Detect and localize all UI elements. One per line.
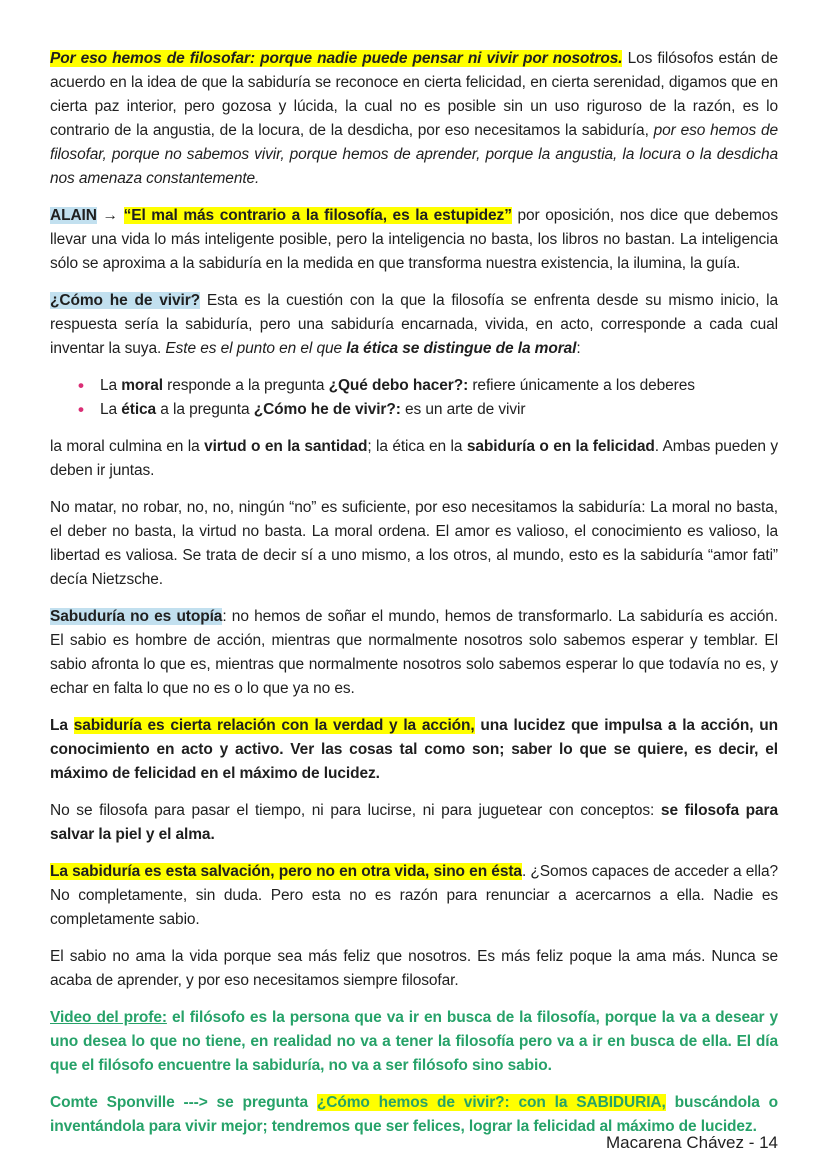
text-run: Por eso hemos de filosofar: porque nadie puede pensar ni vivir por nosotros. bbox=[50, 50, 623, 67]
text-run: ; la ética en la bbox=[367, 438, 467, 455]
text-run: : no hemos de soñar el mundo, hemos de transformarlo. La sabiduría es acción. El sabio es hombre de acción, mientras que normalmente nosotros solo sabemos esperar y temblar. El sabio afronta lo que es, mientras que normalmente nosotros solo sabemos esperar lo que todavía no es, y echar en falta lo que no es o lo que ya no es. bbox=[50, 608, 778, 697]
document-body bbox=[50, 47, 778, 1139]
text-run: responde a la pregunta bbox=[162, 377, 329, 394]
text-run: No se filosofa para pasar el tiempo, ni para lucirse, ni para juguetear con conceptos: bbox=[50, 802, 661, 819]
bullet-list bbox=[50, 374, 778, 422]
paragraph bbox=[50, 860, 778, 932]
text-run: → bbox=[96, 207, 124, 224]
text-run: refiere únicamente a los deberes bbox=[468, 377, 695, 394]
bullet-item bbox=[78, 374, 778, 398]
text-run: ¿Cómo hemos de vivir?: con la SABIDURIA, bbox=[316, 1094, 666, 1111]
text-run: ética bbox=[121, 401, 157, 418]
text-run: La bbox=[50, 717, 74, 734]
text-run: . Ambas pueden y deben ir juntas. bbox=[50, 438, 779, 479]
text-run: ¿Cómo he de vivir?: bbox=[253, 401, 401, 418]
text-run: buscándola o inventándola para vivir mejor; tendremos que ser felices, lograr la felicidad al máximo de lucidez. bbox=[50, 1094, 778, 1135]
text-run: No matar, no robar, no, no, ningún “no” es suficiente, por eso necesitamos la sabiduría: La moral no basta, el deber no basta, la virtud no basta. La moral ordena. El amor es valioso, el conocimiento es valioso, la libertad es valiosa. Se trata de decir sí a uno mismo, a los otros, al mundo, esto es la sabiduría “amor fati” decía Nietzsche. bbox=[50, 499, 778, 588]
page-footer: Macarena Chávez - 14 bbox=[606, 1133, 778, 1152]
text-run: por eso hemos de filosofar, porque no sabemos vivir, porque hemos de aprender, porque la angustia, la locura o la desdicha nos amenaza constantemente. bbox=[50, 122, 778, 187]
text-run: la moral culmina en la bbox=[50, 438, 205, 455]
text-run: Comte Sponville ---> se pregunta bbox=[50, 1094, 317, 1111]
text-run: la ética se distingue de la moral bbox=[346, 340, 577, 357]
text-run: por oposición, nos dice que debemos llevar una vida lo más inteligente posible, pero la inteligencia no basta, los libros no bastan. La inteligencia sólo se aproxima a la sabiduría en la medida en que transforma nuestra existencia, la ilumina, la guía. bbox=[50, 207, 778, 272]
paragraph bbox=[50, 605, 778, 701]
text-run: a la pregunta bbox=[156, 401, 254, 418]
text-run: Sabuduría no es utopía bbox=[50, 608, 223, 625]
text-run: La bbox=[100, 377, 122, 394]
text-run: ¿Cómo he de vivir? bbox=[50, 292, 201, 309]
text-run: virtud o en la santidad bbox=[204, 438, 368, 455]
paragraph bbox=[50, 945, 778, 993]
text-run: sabiduría es cierta relación con la verdad y la acción, bbox=[73, 717, 475, 734]
text-run: el filósofo es la persona que va ir en busca de la filosofía, porque la va a desear y uno desea lo que no tiene, en realidad no va a tener la filosofía pero va a ir en busca de ella. El día que el filósofo encuentre la sabiduría, no va a ser filósofo sino sabio. bbox=[50, 1009, 779, 1074]
paragraph bbox=[50, 496, 778, 592]
text-run: . ¿Somos capaces de acceder a ella? No completamente, sin duda. Pero esta no es razón para renunciar a acercarnos a ella. Nadie es completamente sabio. bbox=[50, 863, 778, 928]
text-run: ¿Qué debo hacer?: bbox=[328, 377, 469, 394]
text-run: El sabio no ama la vida porque sea más feliz que nosotros. Es más feliz poque la ama más. Nunca se acaba de aprender, y por eso necesitamos siempre filosofar. bbox=[50, 948, 778, 989]
text-run: moral bbox=[121, 377, 163, 394]
paragraph bbox=[50, 204, 778, 276]
text-run: sabiduría o en la felicidad bbox=[466, 438, 655, 455]
paragraph bbox=[50, 289, 778, 361]
paragraph bbox=[50, 799, 778, 847]
paragraph bbox=[50, 435, 778, 483]
text-run: : bbox=[576, 340, 581, 357]
paragraph bbox=[50, 47, 778, 191]
text-run: ALAIN bbox=[50, 207, 97, 224]
text-run: Esta es la cuestión con la que la filosofía se enfrenta desde su mismo inicio, la respuesta sería la sabiduría, pero una sabiduría encarnada, vivida, en acto, corresponde a cada cual inventar la suya. bbox=[50, 292, 779, 357]
text-run: una lucidez que impulsa a la acción, un conocimiento en acto y activo. Ver las cosas tal como son; saber lo que se quiere, es decir, el máximo de felicidad en el máximo de lucidez. bbox=[50, 717, 778, 782]
paragraph bbox=[50, 714, 778, 786]
text-run: se filosofa para salvar la piel y el alma. bbox=[50, 802, 778, 843]
text-run: es un arte de vivir bbox=[400, 401, 526, 418]
paragraph bbox=[50, 1006, 778, 1078]
text-run: La bbox=[100, 401, 122, 418]
text-run: Los filósofos están de acuerdo en la idea de que la sabiduría se reconoce en cierta felicidad, en cierta serenidad, digamos que en cierta paz interior, pero gozosa y lúcida, la cual no es posible sin un uso riguroso de la razón, es lo contrario de la angustia, de la locura, de la desdicha, por eso necesitamos la sabiduría, bbox=[50, 50, 779, 139]
text-run: “El mal más contrario a la filosofía, es la estupidez” bbox=[123, 207, 512, 224]
text-run: Video del profe: bbox=[50, 1009, 167, 1026]
text-run: La sabiduría es esta salvación, pero no en otra vida, sino en ésta bbox=[50, 863, 522, 880]
bullet-item bbox=[78, 398, 778, 422]
text-run: Este es el punto en el que bbox=[165, 340, 347, 357]
